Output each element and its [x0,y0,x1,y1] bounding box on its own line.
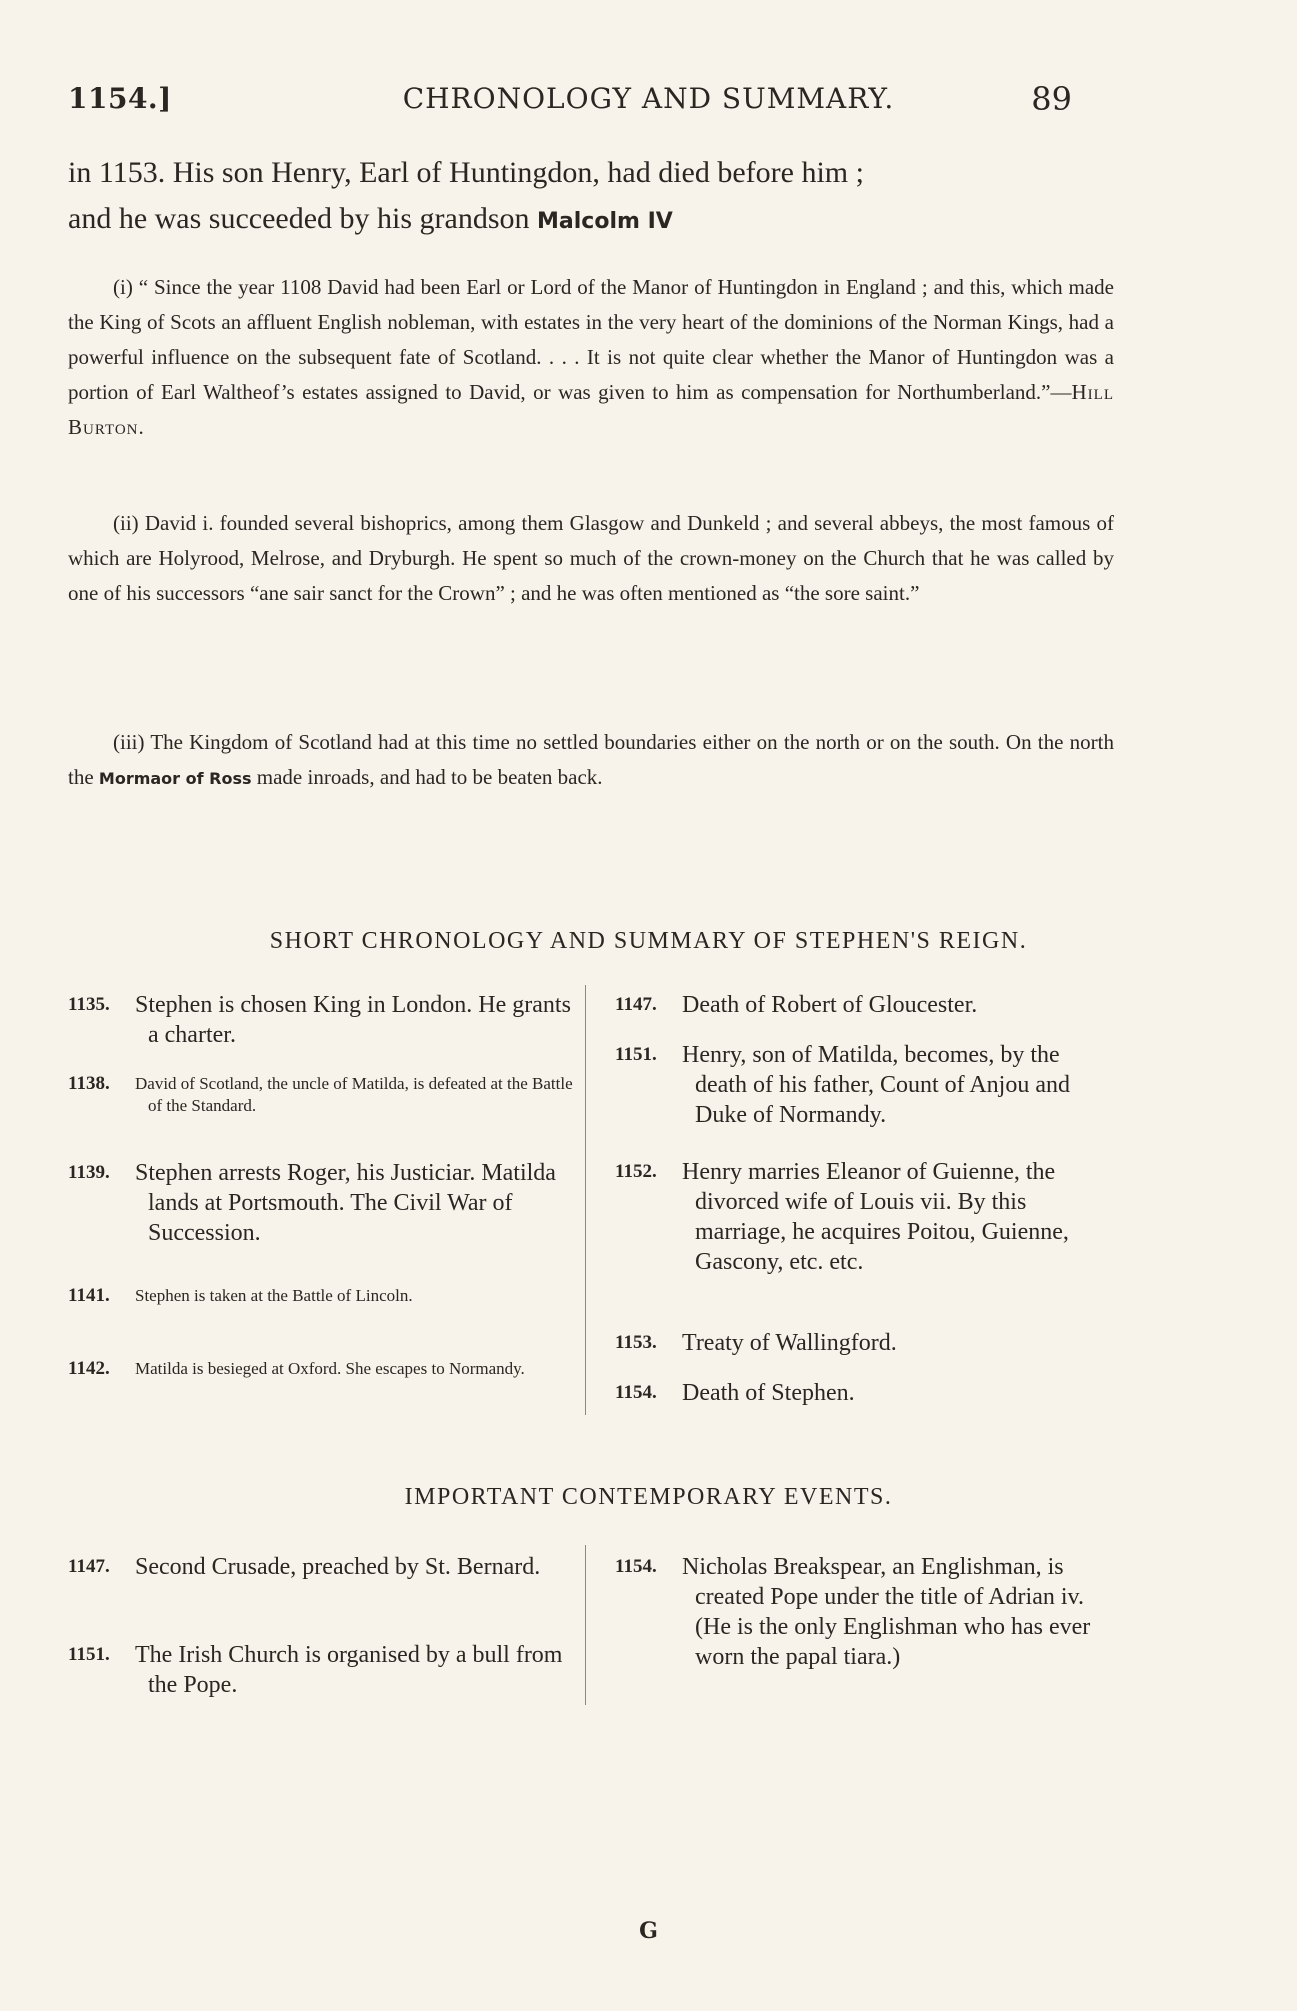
entry-year: 1138. [68,1073,110,1094]
intro-line-2 [68,196,1128,245]
chronology-left-entry [68,1073,573,1117]
chronology-right-entry [615,1157,1115,1277]
malcolm-name: Malcolm IV [537,209,673,234]
entry-text: Nicholas Breakspear, an Englishman, is created Pope under the title of Adrian iv. (He is the only Englishman who has ever worn the papal tiara.) [682,1554,1091,1670]
note-iii-text-a: The Kingdom of Scotland had at this time no settled boundaries either on the north or on the south. On the north the [68,730,1114,789]
entry-text: Matilda is besieged at Oxford. She escapes to Normandy. [135,1359,525,1378]
entry-text: Treaty of Wallingford. [682,1330,897,1356]
entry-text: Henry, son of Matilda, becomes, by the death of his father, Count of Anjou and Duke of Normandy. [682,1042,1070,1128]
page-number: 89 [1031,80,1072,118]
chronology-left-entry [68,1285,573,1307]
entry-year: 1154. [615,1382,657,1403]
note-i [68,270,1114,445]
events-left-entry [68,1552,573,1582]
note-ii [68,506,1114,611]
chronology-right-entry [615,1328,1115,1358]
chronology-title: SHORT CHRONOLOGY AND SUMMARY OF STEPHEN'S REIGN. [269,928,1028,954]
entry-text: Second Crusade, preached by St. Bernard. [135,1554,541,1580]
signature-mark: G [639,1918,658,1944]
entry-year: 1151. [615,1044,657,1065]
chronology-left-entry [68,1358,573,1380]
note-i-label: (i) [113,275,133,299]
entry-year: 1139. [68,1162,110,1183]
note-iii-text-b: made inroads, and had to be beaten back. [251,765,603,789]
intro-line-2-text: and he was succeeded by his grandson [68,202,538,235]
entry-text: David of Scotland, the uncle of Matilda, is defeated at the Battle of the Standard. [135,1074,573,1115]
entry-text: Stephen arrests Roger, his Justiciar. Matilda lands at Portsmouth. The Civil War of Succession. [135,1160,556,1246]
mormaor-of-ross: Mormaor of Ross [98,769,252,788]
entry-year: 1154. [615,1556,657,1577]
chronology-right-entry [615,1040,1115,1130]
events-right-entry [615,1552,1115,1672]
note-ii-text: David i. founded several bishoprics, among them Glasgow and Dunkeld ; and several abbeys, the most famous of which are Holyrood, Melrose, and Dryburgh. He spent so much of the crown-money on the Church that he was called by one of his successors “ane sair sanct for the Crown” ; and he was often mentioned as “the sore saint.” [68,511,1114,605]
chronology-right-entry [615,1378,1115,1408]
entry-year: 1147. [615,994,657,1015]
chronology-left-entry [68,1158,573,1248]
chronology-column-divider [585,985,586,1415]
running-head-date: 1154.] [68,82,172,115]
entry-text: Stephen is taken at the Battle of Lincoln. [135,1286,413,1305]
entry-year: 1142. [68,1358,110,1379]
note-iii [68,725,1114,796]
events-title: IMPORTANT CONTEMPORARY EVENTS. [404,1484,893,1510]
entry-year: 1151. [68,1644,110,1665]
running-head-title: CHRONOLOGY AND SUMMARY. [402,82,895,115]
entry-text: Stephen is chosen King in London. He grants a charter. [135,992,571,1048]
chronology-right-entry [615,990,1115,1020]
note-i-text: “ Since the year 1108 David had been Earl or Lord of the Manor of Huntingdon in England ; and this, which made the King of Scots an affluent English nobleman, with estates in the very heart of the dominions of the Norman Kings, had a powerful influence on the subsequent fate of Scotland. . . . It is not quite clear whether the Manor of Huntingdon was a portion of Earl Waltheof’s estates assigned to David, or was given to him as compensation for Northumberland.”— [68,275,1114,404]
entry-year: 1153. [615,1332,657,1353]
entry-year: 1152. [615,1161,657,1182]
entry-text: The Irish Church is organised by a bull from the Pope. [135,1642,563,1698]
note-ii-label: (ii) [113,511,139,535]
entry-year: 1141. [68,1285,110,1306]
note-i-author: Hill Burton. [68,380,1114,439]
intro-line-1: in 1153. His son Henry, Earl of Huntingdon, had died before him ; [68,156,864,189]
note-iii-label: (iii) [113,730,145,754]
entry-text: Death of Robert of Gloucester. [682,992,978,1018]
entry-text: Death of Stephen. [682,1380,855,1406]
chronology-left-entry [68,990,573,1050]
entry-year: 1135. [68,994,110,1015]
events-column-divider [585,1545,586,1705]
entry-year: 1147. [68,1556,110,1577]
intro-paragraph [68,150,1128,245]
entry-text: Henry marries Eleanor of Guienne, the divorced wife of Louis vii. By this marriage, he acquires Poitou, Guienne, Gascony, etc. etc. [682,1159,1069,1275]
events-left-entry [68,1640,573,1700]
